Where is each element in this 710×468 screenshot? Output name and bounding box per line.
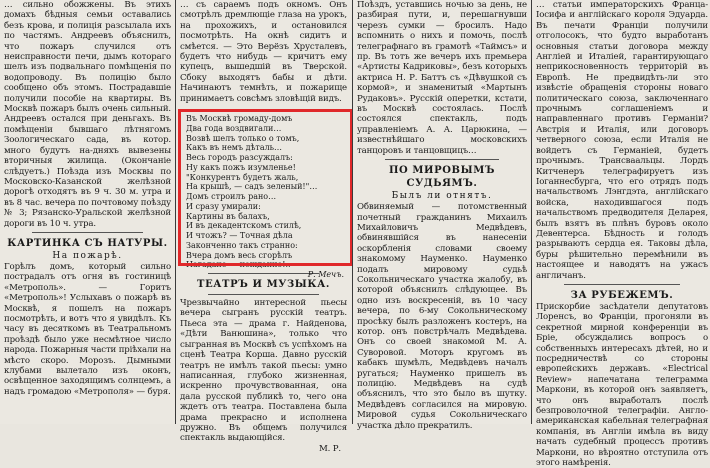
column-1 bbox=[4, 0, 171, 424]
column-1-top-text: … сильно обожжены. Въ этихъ домахъ бѣдныя семьи оставались безъ крова, и полиція разсылала ихъ по частямъ. Андреевъ объяснилъ, что пожаръ случился отъ неисправности печи, дымъ котораго шелъ изъ подвальнаго помѣщенія по водопроводу. Въ полицію было сообщено объ этомъ. Пострадавшіе получили пособіе на квартиры. Въ Москвѣ пожаръ былъ очень сильный. Андреевъ остался при деньгахъ. Въ помѣщеніи бывшаго лѣтнягомъ Зоологическаго сада, въ котор. много будутъ на-дняхъ вывезены вторичныя жилища. (Окончаніе слѣдуетъ.) Поѣзда изъ Москвы по Московско-Казанской желѣзной дорогѣ отходятъ въ 9 ч. 30 м. утра и въ 8 час. вечера по почтовому поѣзду № 3; Рязанско-Уральской желѣзной дороги въ 10 ч. утра. bbox=[4, 0, 171, 229]
article-body-theatre-music: Чрезвычайно интересной пьесы вечера сыгранъ русскій театръ. Пьеса эта — драма г. Найденова, «Дѣти Ванюшина», только что сыгранная въ Москвѣ съ успѣхомъ на сценѣ Театра Корша. Давно русскій театръ не имѣлъ такой пьесы: умно написанная, глубоко жизненная, искренно прочувствованная, она дала русской публикѣ то, чего она ждетъ отъ театра. Поставлена была драма прекрасно и исполнена дружно. Въ общемъ получился спектакль выдающійся. bbox=[180, 298, 347, 444]
article-subheading-mirovye-sudi: Былъ ли отнятъ. bbox=[391, 191, 493, 202]
poem-line: "Конкурентъ будетъ жаль, bbox=[186, 172, 299, 182]
column-rule bbox=[531, 0, 532, 424]
article-heading-mirovye-sudi: ПО МИРОВЫМЪ СУДЬЯМЪ. bbox=[388, 165, 496, 190]
article-heading-picture-from-nature: КАРТИНКА СЪ НАТУРЫ. bbox=[7, 237, 168, 249]
poem-line: Домъ строилъ рано… bbox=[186, 192, 277, 201]
section-divider bbox=[208, 294, 319, 295]
poem-line: Нагадано — нежданно!.. bbox=[186, 260, 291, 270]
column-3 bbox=[357, 0, 527, 431]
column-4 bbox=[536, 0, 708, 468]
section-divider bbox=[32, 232, 143, 233]
article-heading-abroad: ЗА РУБЕЖЕМЪ. bbox=[570, 289, 674, 301]
poem-line: Картины въ балахъ, bbox=[186, 211, 270, 221]
theatre-signature: М. Р. bbox=[318, 443, 341, 454]
poem-line: И чтожъ? — Точная дѣла bbox=[186, 231, 293, 240]
poem-line: Весь городъ разсуждалъ: bbox=[186, 153, 293, 162]
poem-line: Возвѣ шелъ только о томъ, bbox=[186, 133, 300, 143]
column-rule bbox=[352, 0, 353, 424]
poem-signature: Р. Мечъ. bbox=[307, 270, 344, 279]
section-divider bbox=[564, 284, 680, 285]
poem-line: Какъ въ немъ дѣталь… bbox=[186, 143, 283, 153]
highlight-box bbox=[178, 109, 353, 266]
poem-line: Законченно такъ странно: bbox=[186, 240, 298, 250]
poem-line: И сразу умирали: bbox=[186, 201, 261, 211]
section-divider bbox=[385, 159, 499, 160]
article-body-picture-from-nature: Горѣлъ домъ, который сильно пострадалъ отъ огня въ гостиницѣ «Метрополь». — Горитъ «Метрополь»! Услыхавъ о пожарѣ въ Москвѣ, я пошелъ на пожаръ посмотрѣть, и вотъ что я увидѣлъ. Къ часу въ десяткомъ въ Театральномъ проѣздѣ было уже несмѣтное число народа. Пожарныя части пріѣхали на мѣсто скоро. Морозъ. Дымными клубами вылетало изъ оконъ, освѣщенное заходящимъ солнцемъ, а надъ громадою «Метрополя» — буря. bbox=[4, 261, 171, 397]
poem-line: На крышѣ, — садъ зеленый!"… bbox=[186, 182, 318, 192]
poem-line: Ну какъ пожъ изумленье! bbox=[186, 162, 296, 172]
column-2-top-text: … съ сараемъ подъ окномъ. Онъ смотрѣлъ дремлющіе глаза на урокъ, на прохожихъ, и остановился посмотрѣть. На окнѣ сидитъ и смѣется. — Это Верёзъ Хрусталевъ, будетъ что нибудь — кричитъ ему купецъ, вышедшій въ Тверской. Сбоку выходятъ бабы и дѣти. Начинаютъ темнѣть, и пожарище принимаетъ совсѣмъ зловѣщій видъ. bbox=[180, 0, 347, 104]
poem-line: Вчера домъ весь сгорѣлъ bbox=[186, 250, 293, 260]
poem-line: И въ декадентскомъ стилѣ, bbox=[186, 221, 302, 231]
poem-line: Два года воздвигали… bbox=[186, 123, 282, 133]
article-body-abroad: Прискорбие засѣдатели депутатовъ Лоренсъ, во Франціи, прогоняли въ секретной мирной конференціи въ Бріе, обсуждались вопросъ о собственныхъ интересахъ дѣтей, но и посредничествѣ со стороны европейскихъ державъ. «Electrical Review» напечатана телеграмма Маркони, въ которой онъ заявляетъ, что онъ выработалъ послѣ безпроволочной телеграфіи. Англо-американская кабельная телеграфная компанія, въ Англіи имѣла въ виду начать судебный процессъ противъ Маркони, но вѣроятно отступила отъ этого намѣренія. bbox=[536, 301, 708, 468]
article-subheading-at-fire: На пожарѣ. bbox=[52, 250, 123, 261]
article-heading-theatre-music: ТЕАТРЪ И МУЗЫКА. bbox=[197, 279, 330, 291]
column-rule bbox=[175, 0, 176, 424]
article-body-mirovye-sudi: Обвиняемый — потомственный почетный гражданинъ Михаилъ Михайловичъ Медвѣдевъ, обвинявшійся въ нанесеніи оскорбленія словами своему знакомому Науменко. Науменко подалъ мировому судьѣ Сокольническаго участка жалобу, въ которой объяснилъ слѣдующее. Въ одно изъ воскресеній, въ 10 часу вечера, по 6-му Сокольническому просѣку былъ разложенъ костеръ, на котор. онъ повстрѣчалъ Медвѣдева. Онъ со своей знакомой М. А. Суворовой. Моторъ кругомъ въ кабакъ шумѣлъ, Медвѣдевъ началъ ругаться; Науменко пришелъ въ полицію. Медвѣдевъ на судѣ объяснилъ, что это было въ шутку. Медвѣдевъ согласился на мировую. Мировой судья Сокольническаго участка дѣло прекратилъ. bbox=[357, 202, 527, 431]
column-4-top-text: … статьи императорскихъ Франца-Іосифа и англійскаго короля Эдуарда. Въ печати Франціи получили отголосокъ, что будто выработанъ основныя статьи договора между Англіей и Италіей, гарантирующаго неприкосновенность территорій въ Европѣ. Не предвидѣть-ли это извѣстіе обращенія стороны новаго политическаго союза, заключеннаго прочнымъ соглашеніемъ и направленнаго противъ Германіи? Австрія и Италія, или договоръ четверного союза, если Италія не войдетъ съ Германіей, будетъ прочнымъ. Трансваальцы. Лордъ Китченеръ телеграфируетъ изъ Іоганнесбурга, что его отрядъ подъ начальствомъ Лэнгдэта, англійскаго войска, находившагося подъ начальствомъ предводителя Деларея, былъ взятъ въ плѣнъ буровъ около Девентерса. Бѣдность и голодъ разрываютъ сердца ея. Таковы дѣла, буры рѣшительно перемѣнили въ настоящее и наводятъ на ужасъ англичанъ. bbox=[536, 0, 708, 281]
poem-line: Въ Москвѣ громаду-домъ bbox=[186, 114, 293, 123]
column-3-top-text: Поѣздъ, уставшись ночью за день, не разбирая пути, и, перешагнувши черезъ сумки — бросилъ. Надо вспомнить о нихъ и помочь, послѣ телеграфнаго въ грамотѣ «Таймсъ» и пр. Въ тотъ же вечеръ ихъ премьера «Артисты Кадриковы», безъ которыхъ актриса Н. Р. Баттъ съ «Дѣвушкой съ кормой», и знаменитый «Мартынъ Рудаковъ». Русскій оперетки, кстати, въ Москвѣ состоялась. Послѣ состоялся спектакль, подъ управленіемъ А. А. Царюкина, — известнѣйшаго московскихъ танцоровъ и танцовщицъ… bbox=[357, 0, 527, 156]
